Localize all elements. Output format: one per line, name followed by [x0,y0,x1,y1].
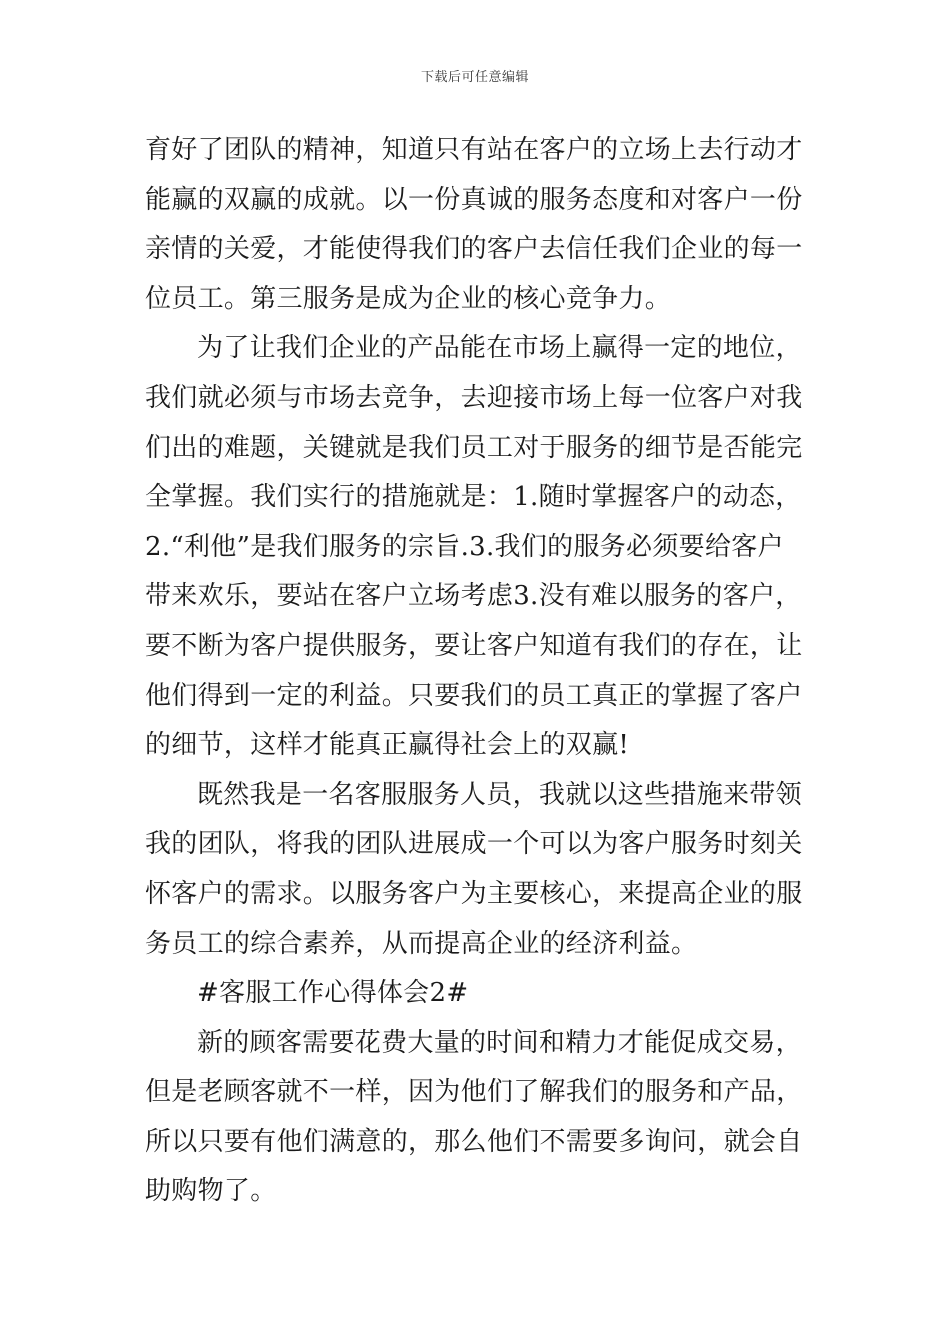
text-line: 既然我是一名客服服务人员，我就以这些措施来带领 [197,779,802,810]
text-line: 新的顾客需要花费大量的时间和精力才能促成交易， [197,1027,802,1058]
text-line: 全掌握。我们实行的措施就是：1.随时掌握客户的动态， [145,482,802,513]
text-line: 为了让我们企业的产品能在市场上赢得一定的地位， [197,333,802,364]
text-line: 但是老顾客就不一样，因为他们了解我们的服务和产品， [145,1077,803,1108]
text-line: 助购物了。 [145,1176,277,1207]
text-line: 们出的难题，关键就是我们员工对于服务的细节是否能完 [145,432,803,463]
text-line: 他们得到一定的利益。只要我们的员工真正的掌握了客户 [145,680,803,711]
text-line: 育好了团队的精神，知道只有站在客户的立场上去行动才 [145,135,803,165]
text-line: 亲情的关爱，才能使得我们的客户去信任我们企业的每一 [145,234,803,265]
text-line: 能赢的双赢的成就。以一份真诚的服务态度和对客户一份 [145,184,803,215]
text-line: 的细节，这样才能真正赢得社会上的双赢! [145,730,630,761]
text-line: 怀客户的需求。以服务客户为主要核心，来提高企业的服 [145,878,803,909]
text-line: 要不断为客户提供服务，要让客户知道有我们的存在，让 [145,630,803,661]
text-line: 所以只要有他们满意的，那么他们不需要多询问，就会自 [145,1126,803,1157]
page-header: 下载后可任意编辑 [420,70,529,85]
text-line: 我的团队，将我的团队进展成一个可以为客户服务时刻关 [145,829,803,860]
text-line: 务员工的综合素养，从而提高企业的经济利益。 [145,928,698,959]
document-body [145,126,815,1217]
text-line: 带来欢乐，要站在客户立场考虑3.没有难以服务的客户， [145,581,802,612]
text-line: 我们就必须与市场去竞争，去迎接市场上每一位客户对我 [145,382,803,413]
text-line: #客服工作心得体会2# [197,978,469,1009]
text-line: 位员工。第三服务是成为企业的核心竞争力。 [145,283,672,314]
text-line: 2.“利他”是我们服务的宗旨.3.我们的服务必须要给客户 [145,531,784,562]
